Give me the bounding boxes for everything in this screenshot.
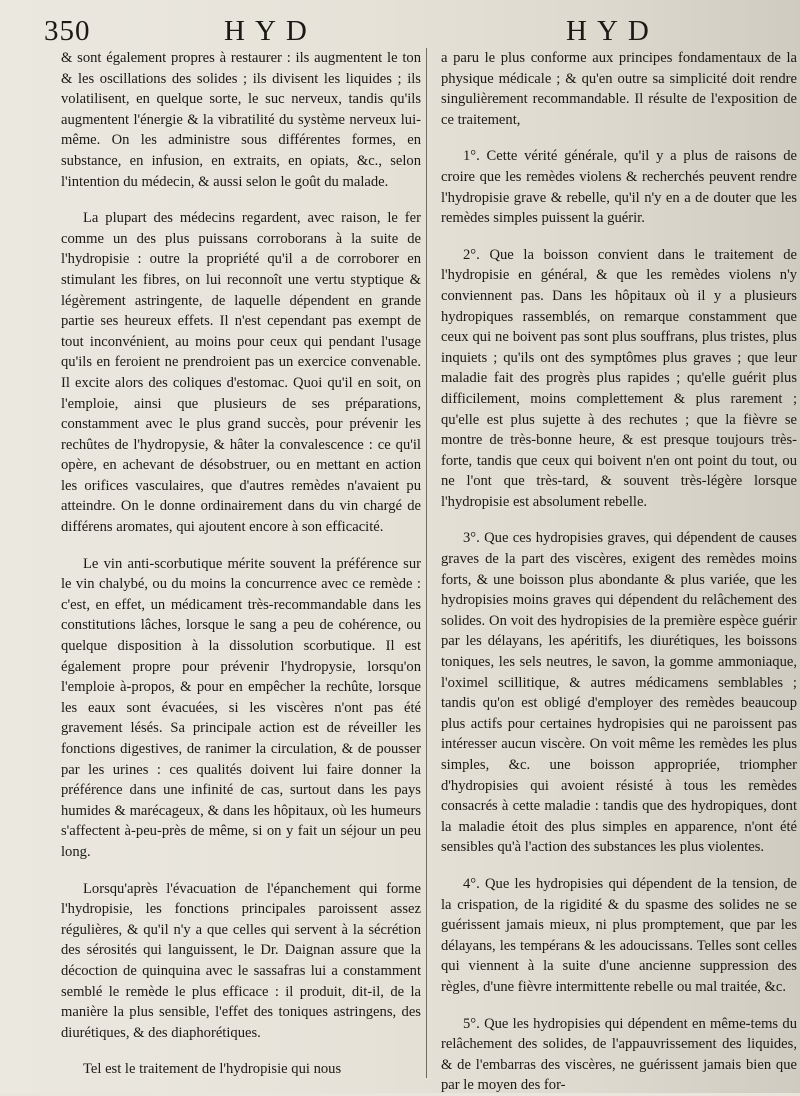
numbered-paragraph: 1°. Cette vérité générale, qu'il y a plus de raisons de croire que les remèdes violens & recherchés peuvent rendre l'hydropisie grave & rebelle, qu'il n'y en a de douter que les remèdes simples puissent la guérir. bbox=[441, 148, 797, 227]
running-head-right: HYD bbox=[566, 15, 659, 47]
numbered-paragraph: 3°. Que ces hydropisies graves, qui dépendent de causes graves de la part des viscères, exigent des remèdes moins forts, & une boisson plus abondante & plus variée, que les hydropisies moins graves qui dépendent du relâchement des solides. On voit des hydropisies de la première espèce guérir par les délayans, les apéritifs, les diurétiques, les boissons toniques, les sels neutres, le savon, la gomme ammoniaque, l'oximel scillitique, & autres médicamens semblables ; tandis qu'on est obligé d'employer des remèdes beaucoup plus actifs pour certaines hydropisies qui ne paroissent pas intéresser aucun viscère. On voit même les remèdes les plus simples, &c. une boisson appropriée, triompher d'hydropisies qui avoient résisté à tous les remèdes consacrés à cette maladie : tandis que des hydropiques, dont la maladie étoit des plus simples en apparence, n'ont été sensibles qu'à l'action des substances les plus violentes. bbox=[441, 530, 797, 856]
numbered-paragraph: 4°. Que les hydropisies qui dépendent de la tension, de la crispation, de la rigidité & du spasme des solides ne se guérissent jamais mieux, ni plus promptement, que par les délayans, les tempérans & les adoucissans. Telles sont celles qui viennent à la suite d'une ancienne suppression des règles, d'une fièvre intermittente rebelle ou mal traitée, &c. bbox=[441, 875, 797, 995]
paragraph: a paru le plus conforme aux principes fondamentaux de la physique médicale ; & qu'en outre sa simplicité doit rendre singulièrement recommandable. Il résulte de l'exposition de ce traitement, bbox=[441, 50, 797, 128]
running-head-left: HYD bbox=[224, 15, 317, 47]
paragraph: La plupart des médecins regardent, avec raison, le fer comme un des plus puissans corroborans à la suite de l'hydropisie : outre la propriété qu'il a de corroborer en stimulant les fibres, on lui reconnoît une vertu styptique & légèrement astringente, de laquelle dépendent en grande partie ses heureux effets. Il n'est cependant pas exempt de tout inconvénient, au moins pour ceux qui pendant l'usage qu'ils en feroient ne prendroient pas un exercice convenable. Il excite alors des coliques d'estomac. Quoi qu'il en soit, on l'emploie, ainsi que plusieurs de ses préparations, constamment avec le plus grand succès, pour prévenir les rechûtes de l'hydropysie, & hâter la convalescence : ce qu'il opère, en achevant de désobstruer, ou en mettant en action les orifices vasculaires, que d'autres remèdes n'avaient pu atteindre. On le donne ordinairement dans du vin chargé de différens aromates, qui ajoutent encore à son efficacité. bbox=[61, 210, 421, 536]
numbered-paragraph: 2°. Que la boisson convient dans le traitement de l'hydropisie en général, & que les remèdes violens n'y conviennent pas. Dans les hôpitaux où il y a plusieurs hydropiques rassemblés, on remarque constamment que ceux qui ne boivent pas sont plus souffrans, plus tristes, plus inquiets ; qu'ils ont des symptômes plus graves ; que leur maladie fait des progrès plus rapides ; qu'elle guérit plus difficilement, moins complettement & plus rarement ; qu'elle est plus sujette à des rechutes ; que la fièvre se montre de très-bonne heure, & est presque toujours très-forte, tandis que ceux qui boivent n'en ont point du tout, ou ne l'ont que très-tard, & souvent très-légère lorsque l'hydropisie est absolument rebelle. bbox=[441, 246, 797, 510]
paragraph: Le vin anti-scorbutique mérite souvent la préférence sur le vin chalybé, ou du moins la concurrence avec ce remède : c'est, en effet, un médicament très-recommandable dans les constitutions lâches, lorsque le sang a peu de cohérence, ou quelque disposition à la dissolution scorbutique. Il est également propre pour prévenir l'hydropysie, lorsqu'on l'emploie à-propos, & pour en empêcher la rechûte, lorsque les eaux sont évacuées, si les viscères n'ont pas été gravement lésés. Sa principale action est de réveiller les fonctions digestives, de ranimer la circulation, & de pousser par les urines : ces qualités doivent lui faire donner la préférence dans une infinité de cas, surtout dans les pays humides & marécageux, & dans les hôpitaux, où les humeurs s'affectent à-peu-près de même, si on y fait un séjour un peu long. bbox=[61, 555, 421, 860]
page-number: 350 bbox=[44, 15, 91, 47]
right-column bbox=[441, 48, 797, 1096]
left-column bbox=[61, 48, 421, 1080]
numbered-paragraph: 5°. Que les hydropisies qui dépendent en même-tems du relâchement des solides, de l'appauvrissement des liquides, & de l'embarras des viscères, ne guérissent jamais bien que par le moyen des for- bbox=[441, 1015, 797, 1094]
paragraph: Tel est le traitement de l'hydropisie qui nous bbox=[83, 1061, 342, 1078]
column-divider bbox=[426, 48, 427, 1078]
paragraph: & sont également propres à restaurer : ils augmentent le ton & les oscillations des solides ; ils divisent les liquides ; ils volatilisent, en quelque sorte, le suc nerveux, tandis qu'ils augmentent l'énergie & la vibratilité du système nerveux lui-même. On les administre sous différentes formes, en substance, en infusion, en extraits, en opiats, &c., selon l'intention du médecin, & aussi selon le goût du malade. bbox=[61, 50, 421, 190]
paragraph: Lorsqu'après l'évacuation de l'épanchement qui forme l'hydropisie, les fonctions principales paroissent assez régulières, & qu'il n'y a que celles qui servent à la sécrétion des sérosités qui languissent, le Dr. Daignan assure que la décoction de quinquina avec le sassafras lui a constamment semblé le remède le plus efficace : il produit, dit-il, de la manière la plus sensible, l'effet des toniques astringens, des diurétiques, & des diaphorétiques. bbox=[61, 880, 421, 1041]
